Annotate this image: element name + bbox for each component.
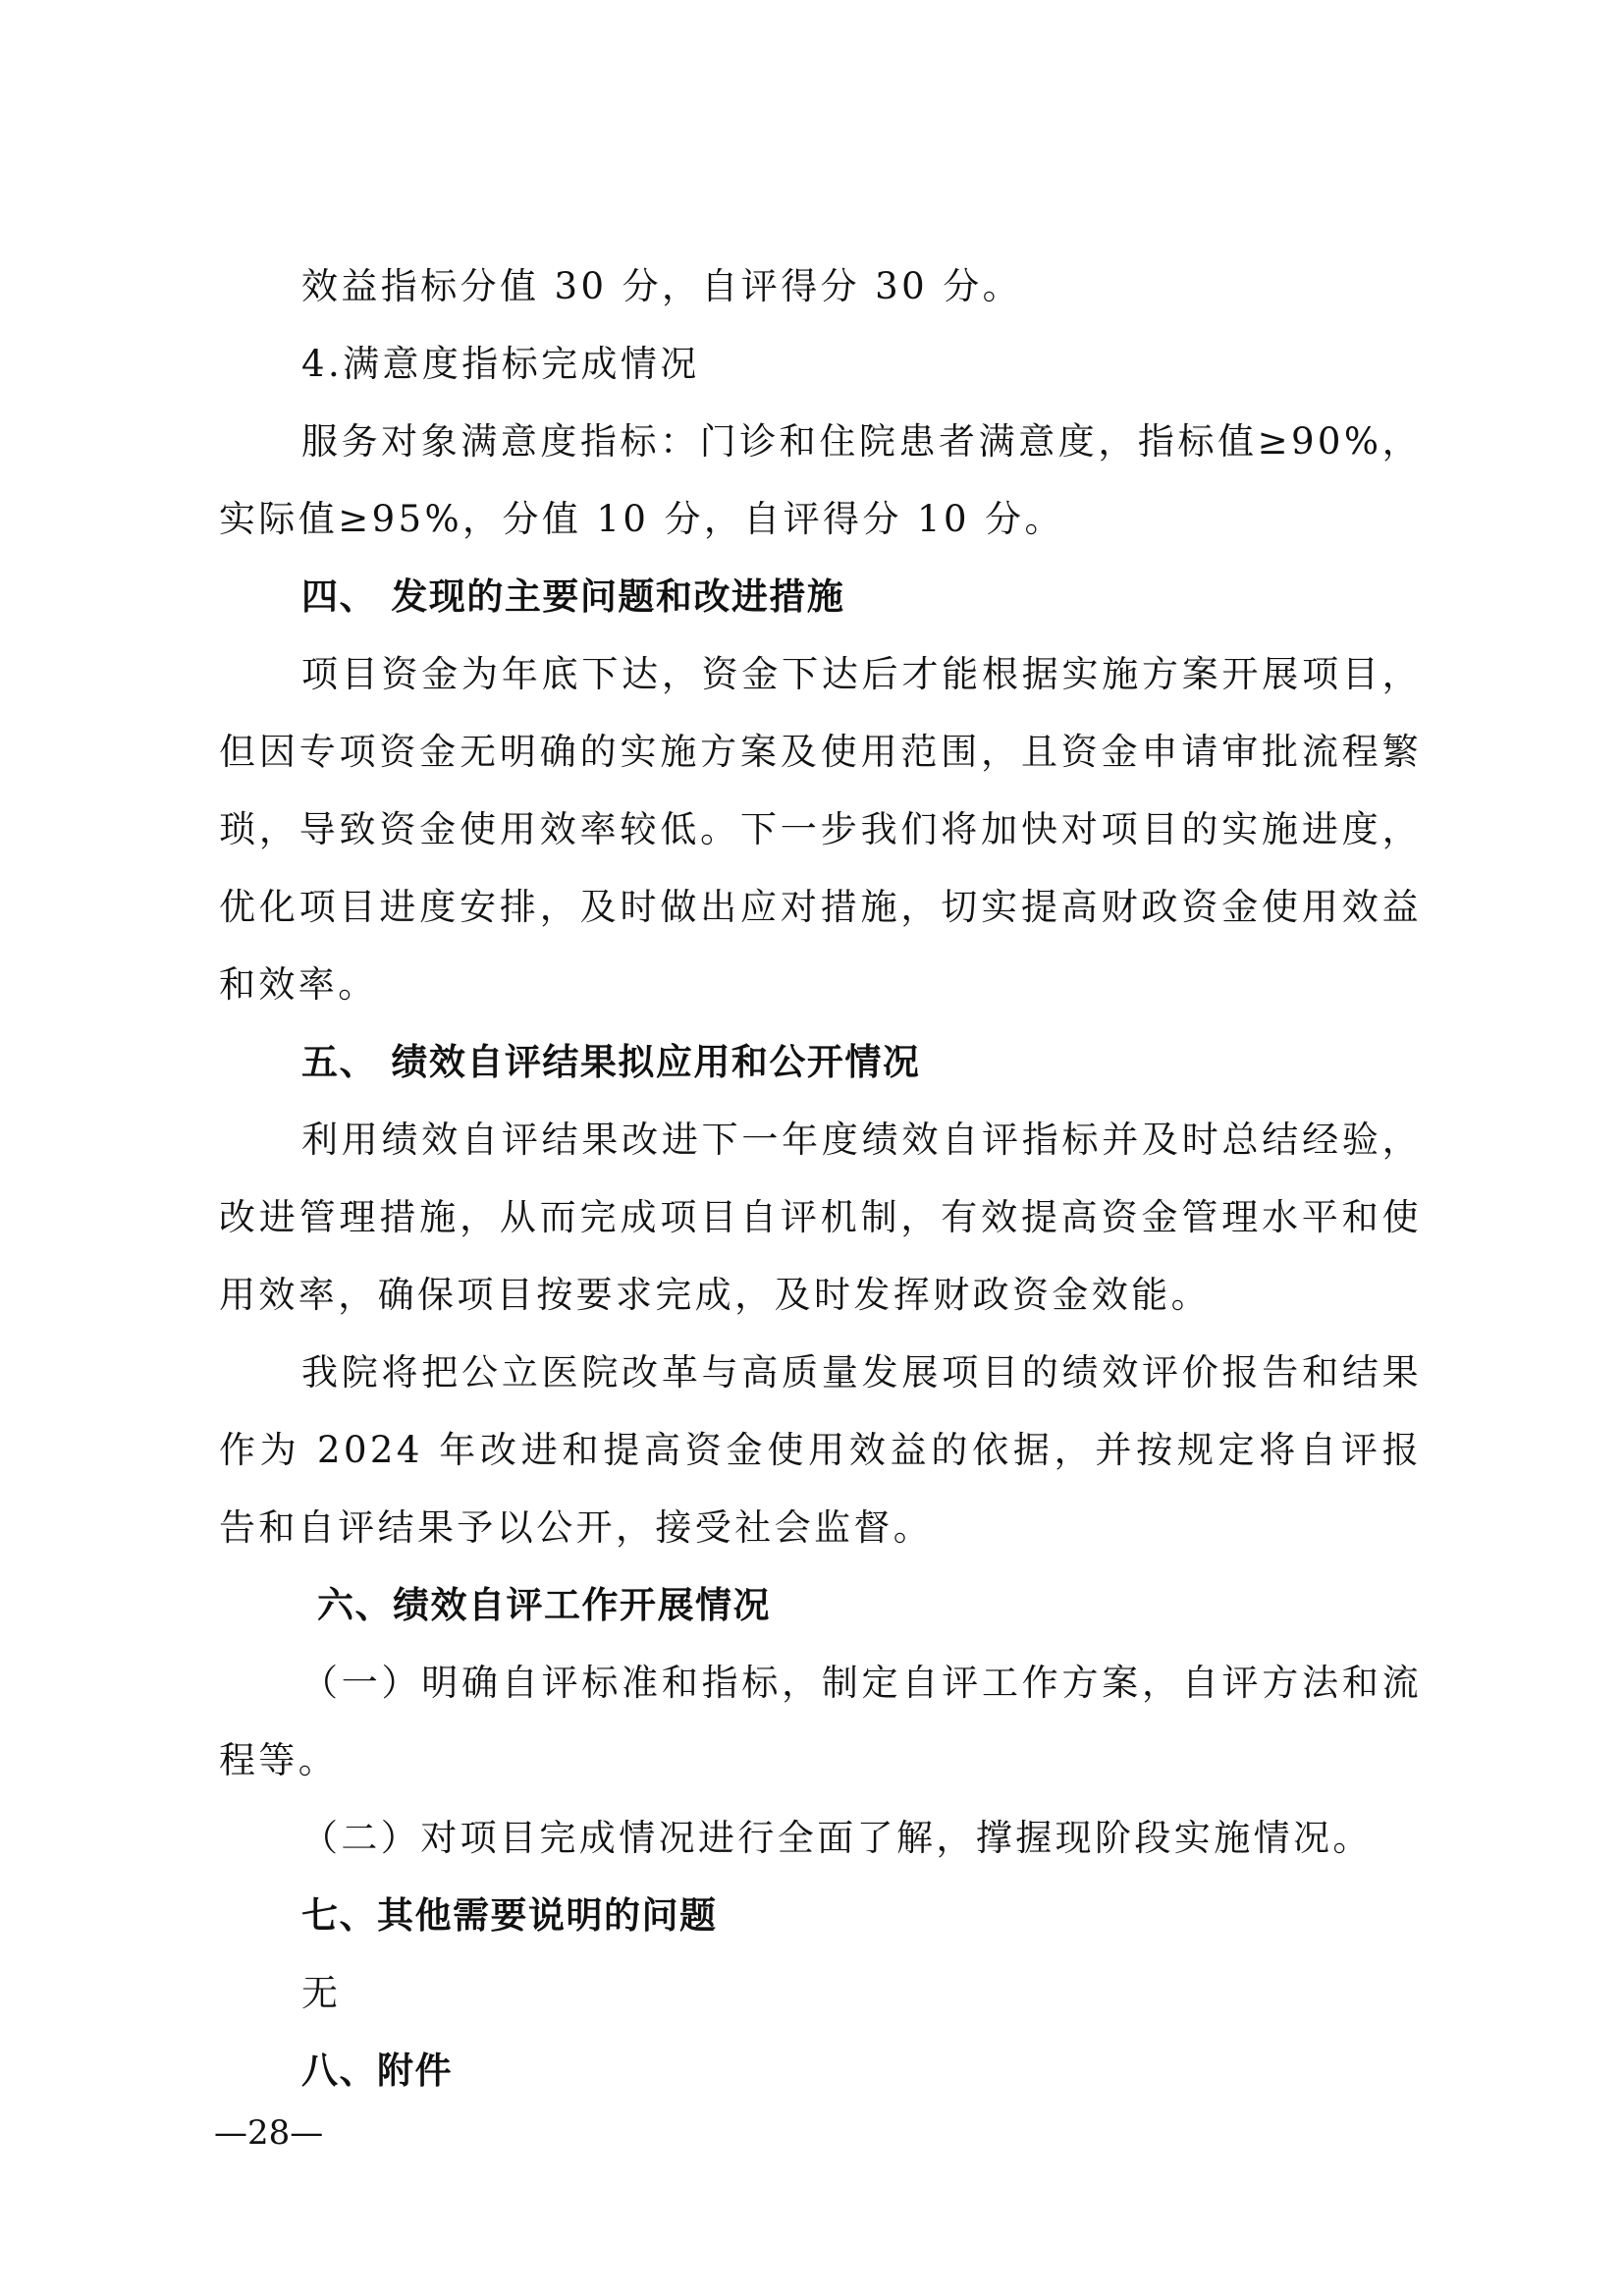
- paragraph-application: 利用绩效自评结果改进下一年度绩效自评指标并及时总结经验，改进管理措施，从而完成项目自评机制，有效提高资金管理水平和使用效率，确保项目按要求完成，及时发挥财政资金效能。: [219, 1119, 1422, 1316]
- paragraph-satisfaction: 服务对象满意度指标：门诊和住院患者满意度，指标值≥90%，实际值≥95%，分值 10 分，自评得分 10 分。: [219, 420, 1422, 540]
- subheading-satisfaction: 4.满意度指标完成情况: [301, 343, 700, 385]
- page-number: —28—: [214, 2113, 324, 2153]
- paragraph-problems: 项目资金为年底下达，资金下达后才能根据实施方案开展项目，但因专项资金无明确的实施方案及使用范围，且资金申请审批流程繁琐，导致资金使用效率较低。下一步我们将加快对项目的实施进度，优化项目进度安排，及时做出应对措施，切实提高财政资金使用效益和效率。: [219, 653, 1422, 1006]
- paragraph-disclosure: 我院将把公立医院改革与高质量发展项目的绩效评价报告和结果作为 2024 年改进和提高资金使用效益的依据，并按规定将自评报告和自评结果予以公开，接受社会监督。: [219, 1351, 1422, 1549]
- section-heading-6: 六、绩效自评工作开展情况: [317, 1584, 771, 1626]
- document-body: [219, 247, 1422, 2109]
- paragraph-step-1: （一）明确自评标准和指标，制定自评工作方案，自评方法和流程等。: [219, 1662, 1422, 1781]
- section-heading-8: 八、附件: [301, 2050, 453, 2092]
- section-heading-5: 五、 绩效自评结果拟应用和公开情况: [301, 1041, 921, 1083]
- paragraph-none: 无: [301, 1972, 342, 2014]
- section-heading-7: 七、其他需要说明的问题: [301, 1894, 718, 1937]
- paragraph-step-2: （二）对项目完成情况进行全面了解，撑握现阶段实施情况。: [301, 1817, 1373, 1859]
- section-heading-4: 四、 发现的主要问题和改进措施: [301, 575, 845, 618]
- paragraph-benefit-score: 效益指标分值 30 分，自评得分 30 分。: [301, 265, 1023, 307]
